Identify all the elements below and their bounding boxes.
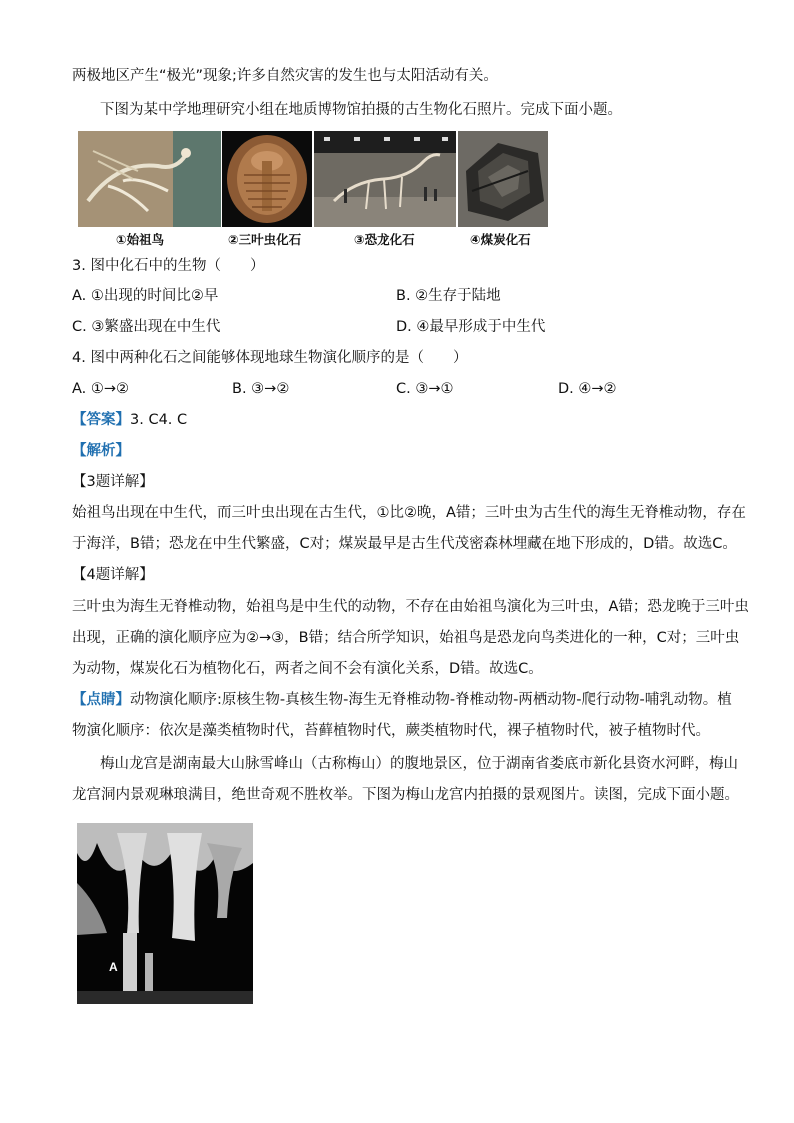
caption-coal: ④煤炭化石	[470, 232, 531, 247]
meishan-line-1: 梅山龙宫是湖南最大山脉雪峰山（古称梅山）的腹地景区，位于湖南省娄底市新化县资水河畔，梅山	[100, 756, 738, 772]
intro-line-2: 下图为某中学地理研究小组在地质博物馆拍摄的古生物化石照片。完成下面小题。	[100, 102, 622, 118]
q4-stem: 4. 图中两种化石之间能够体现地球生物演化顺序的是（ ）	[72, 350, 468, 366]
tip-line-2: 物演化顺序：依次是藻类植物时代，苔藓植物时代，蕨类植物时代，裸子植物时代，被子植物时代。	[72, 723, 710, 739]
tip-line-1	[72, 690, 732, 710]
q4-option-a: A. ①→②	[72, 381, 130, 397]
cave-marker-a: A	[109, 960, 118, 974]
cave-photo	[77, 823, 253, 1004]
caption-trilobite: ②三叶虫化石	[228, 232, 302, 247]
q3-option-b: B. ②生存于陆地	[396, 288, 501, 304]
archaeopteryx-photo	[78, 131, 221, 227]
q3-option-d: D. ④最早形成于中生代	[396, 319, 546, 335]
detail-4-label: 【4题详解】	[72, 567, 154, 583]
answer-text: 3. C4. C	[130, 412, 188, 428]
detail-3-line-2: 于海洋，B错；恐龙在中生代繁盛，C对；煤炭最早是古生代茂密森林埋藏在地下形成的，D错。故选C。	[72, 536, 737, 552]
detail-4-line-1: 三叶虫为海生无脊椎动物，始祖鸟是中生代的动物，不存在由始祖鸟演化为三叶虫，A错；恐龙晚于三叶虫	[72, 599, 749, 615]
answer-line	[72, 410, 187, 430]
trilobite-photo	[222, 131, 312, 227]
intro-line-1: 两极地区产生“极光”现象;许多自然灾害的发生也与太阳活动有关。	[72, 68, 498, 84]
analysis-label: 【解析】	[72, 443, 130, 459]
caption-archaeopteryx: ①始祖鸟	[116, 232, 165, 247]
q4-option-b: B. ③→②	[232, 381, 290, 397]
meishan-line-2: 龙宫洞内景观琳琅满目，绝世奇观不胜枚举。下图为梅山龙宫内拍摄的景观图片。读图，完成下面小题。	[72, 787, 739, 803]
coal-photo	[458, 131, 548, 227]
answer-label: 【答案】	[72, 412, 130, 428]
caption-dinosaur: ③恐龙化石	[354, 232, 415, 247]
detail-3-label: 【3题详解】	[72, 474, 154, 490]
detail-3-line-1: 始祖鸟出现在中生代，而三叶虫出现在古生代，①比②晚，A错；三叶虫为古生代的海生无脊椎动物，存在	[72, 505, 746, 521]
tip-label: 【点睛】	[72, 692, 130, 708]
detail-4-line-3: 为动物，煤炭化石为植物化石，两者之间不会有演化关系，D错。故选C。	[72, 661, 543, 677]
q3-option-a: A. ①出现的时间比②早	[72, 288, 219, 304]
q3-option-c: C. ③繁盛出现在中生代	[72, 319, 221, 335]
detail-4-line-2: 出现，正确的演化顺序应为②→③，B错；结合所学知识，始祖鸟是恐龙向鸟类进化的一种，C对；三叶虫	[72, 630, 740, 646]
q4-option-d: D. ④→②	[558, 381, 617, 397]
q4-option-c: C. ③→①	[396, 381, 454, 397]
tip-text-1: 动物演化顺序:原核生物-真核生物-海生无脊椎动物-脊椎动物-两栖动物-爬行动物-哺乳动物。植	[130, 692, 732, 708]
dinosaur-photo	[314, 131, 456, 227]
q3-stem: 3. 图中化石中的生物（ ）	[72, 258, 265, 274]
